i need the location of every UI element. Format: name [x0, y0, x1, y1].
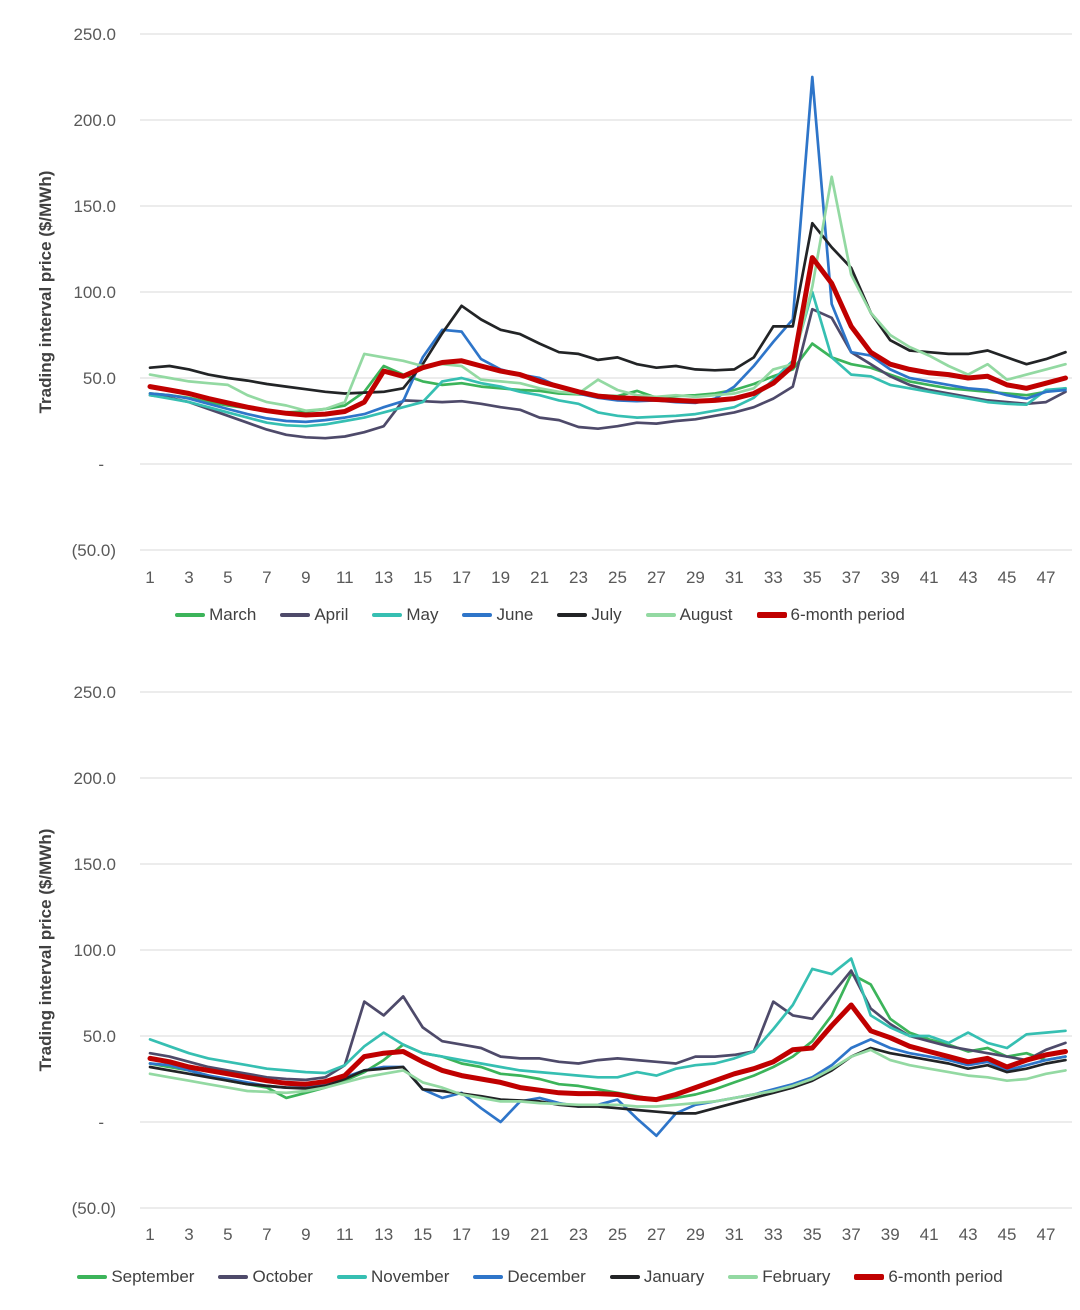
x-tick-label: 41	[919, 1225, 939, 1244]
y-tick-label: -	[98, 1113, 104, 1132]
x-tick-label: 15	[413, 568, 433, 587]
x-tick-label: 31	[724, 568, 744, 587]
y-tick-label: 200.0	[73, 111, 116, 130]
legend-swatch-april	[280, 613, 310, 617]
legend-label: 6-month period	[790, 605, 905, 624]
x-tick-label: 15	[413, 1225, 433, 1244]
x-tick-label: 31	[724, 1225, 744, 1244]
legend-swatch-november	[337, 1275, 367, 1279]
x-tick-label: 45	[997, 1225, 1017, 1244]
legend-label: September	[111, 1267, 195, 1286]
x-tick-label: 1	[145, 1225, 155, 1244]
x-tick-label: 23	[569, 568, 588, 587]
legend-label: June	[496, 605, 534, 624]
series-line-july	[150, 223, 1066, 393]
x-tick-label: 47	[1036, 1225, 1056, 1244]
legend-label: May	[406, 605, 439, 624]
x-tick-label: 21	[530, 568, 550, 587]
legend-swatch-august	[646, 613, 676, 617]
x-tick-label: 43	[958, 1225, 978, 1244]
y-tick-label: 200.0	[73, 769, 116, 788]
price-chart-bottom	[72, 683, 1072, 1244]
x-tick-label: 39	[880, 1225, 900, 1244]
y-tick-label: 50.0	[82, 1027, 116, 1046]
x-tick-label: 23	[569, 1225, 588, 1244]
legend-label: August	[679, 605, 733, 624]
x-tick-label: 35	[802, 568, 822, 587]
x-tick-label: 25	[608, 1225, 627, 1244]
legend-swatch-september	[77, 1275, 107, 1279]
series-line-6-month-period	[150, 1005, 1066, 1100]
legend-item-march	[175, 605, 256, 625]
x-tick-label: 41	[919, 568, 939, 587]
legend-label: October	[252, 1267, 313, 1286]
x-tick-label: 3	[184, 568, 194, 587]
x-tick-label: 33	[763, 568, 783, 587]
series-line-august	[150, 177, 1066, 411]
legend-swatch-may	[372, 613, 402, 617]
x-tick-label: 29	[685, 568, 705, 587]
x-tick-label: 33	[763, 1225, 783, 1244]
x-tick-label: 19	[491, 1225, 511, 1244]
legend-swatch-march	[175, 613, 205, 617]
x-tick-label: 45	[997, 568, 1017, 587]
series-line-october	[150, 971, 1066, 1080]
y-tick-label: (50.0)	[71, 541, 116, 560]
x-tick-label: 9	[301, 1225, 311, 1244]
x-tick-label: 17	[452, 568, 472, 587]
y-axis-title-bottom: Trading interval price ($/MWh)	[36, 828, 55, 1072]
x-tick-label: 7	[262, 568, 272, 587]
legend-label: December	[507, 1267, 586, 1286]
legend-item-november	[337, 1267, 449, 1287]
y-tick-label: 50.0	[82, 369, 116, 388]
legend-label: January	[643, 1267, 705, 1286]
x-tick-label: 37	[841, 1225, 861, 1244]
x-tick-label: 47	[1036, 568, 1056, 587]
x-tick-label: 11	[335, 1225, 354, 1244]
legend-label: April	[314, 605, 349, 624]
legend-top	[0, 604, 1080, 626]
legend-item-september	[77, 1267, 194, 1287]
y-tick-label: 100.0	[73, 283, 116, 302]
x-tick-label: 3	[184, 1225, 194, 1244]
y-tick-label: 250.0	[73, 683, 116, 702]
x-tick-label: 11	[335, 568, 354, 587]
legend-item-6-month-period	[854, 1267, 1002, 1287]
legend-label: November	[370, 1267, 450, 1286]
x-tick-label: 13	[374, 1225, 394, 1244]
x-tick-label: 39	[880, 568, 900, 587]
x-tick-label: 19	[491, 568, 511, 587]
x-tick-label: 9	[301, 568, 311, 587]
x-tick-label: 17	[452, 1225, 472, 1244]
x-tick-label: 25	[608, 568, 627, 587]
legend-bottom	[0, 1266, 1080, 1288]
x-tick-label: 35	[802, 1225, 822, 1244]
legend-swatch-december	[473, 1275, 503, 1279]
x-tick-label: 1	[145, 568, 155, 587]
legend-item-august	[646, 605, 733, 625]
price-chart-top	[72, 25, 1072, 587]
legend-label: July	[591, 605, 622, 624]
legend-swatch-june	[462, 613, 492, 617]
x-tick-label: 5	[223, 1225, 233, 1244]
x-tick-label: 43	[958, 568, 978, 587]
legend-item-july	[557, 605, 621, 625]
legend-swatch-6-month-period	[854, 1274, 884, 1280]
x-tick-label: 5	[223, 568, 233, 587]
x-tick-label: 13	[374, 568, 394, 587]
legend-item-january	[610, 1267, 704, 1287]
x-tick-label: 21	[530, 1225, 550, 1244]
legend-label: February	[762, 1267, 831, 1286]
x-tick-label: 27	[646, 568, 666, 587]
y-tick-label: 150.0	[73, 197, 116, 216]
x-tick-label: 29	[685, 1225, 705, 1244]
legend-item-may	[372, 605, 438, 625]
legend-swatch-january	[610, 1275, 640, 1279]
legend-item-april	[280, 605, 348, 625]
legend-swatch-february	[728, 1275, 758, 1279]
y-tick-label: 250.0	[73, 25, 116, 44]
x-tick-label: 27	[646, 1225, 666, 1244]
legend-item-june	[462, 605, 533, 625]
y-tick-label: (50.0)	[71, 1199, 116, 1218]
legend-item-december	[473, 1267, 585, 1287]
y-tick-label: -	[98, 455, 104, 474]
legend-swatch-6-month-period	[757, 612, 787, 618]
y-tick-label: 100.0	[73, 941, 116, 960]
legend-item-october	[218, 1267, 312, 1287]
legend-swatch-october	[218, 1275, 248, 1279]
y-axis-title-top: Trading interval price ($/MWh)	[36, 170, 55, 414]
legend-item-february	[728, 1267, 830, 1287]
x-tick-label: 7	[262, 1225, 272, 1244]
x-tick-label: 37	[841, 568, 861, 587]
legend-swatch-july	[557, 613, 587, 617]
legend-label: 6-month period	[888, 1267, 1003, 1286]
y-tick-label: 150.0	[73, 855, 116, 874]
legend-label: March	[209, 605, 257, 624]
legend-item-6-month-period	[757, 605, 905, 625]
